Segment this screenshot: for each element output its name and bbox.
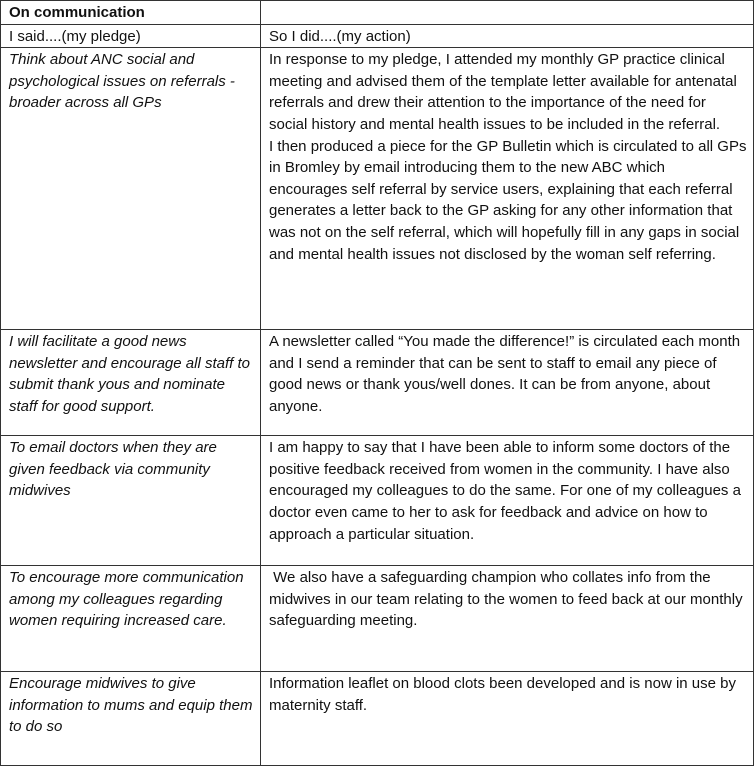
pledge-cell: Encourage midwives to give information to mums and equip them to do so — [1, 672, 261, 766]
table-row — [1, 330, 754, 436]
pledge-cell: Think about ANC social and psychological issues on referrals - broader across all GPs — [1, 48, 261, 330]
pledge-cell: I will facilitate a good news newsletter and encourage all staff to submit thank yous and nominate staff for good support. — [1, 330, 261, 436]
action-paragraph: We also have a safeguarding champion who collates info from the midwives in our team relating to the women to feed back at our monthly safeguarding meeting. — [269, 569, 747, 630]
table-row — [1, 436, 754, 566]
action-paragraph: Information leaflet on blood clots been developed and is now in use by maternity staff. — [269, 675, 736, 714]
action-cell — [261, 566, 754, 672]
action-cell — [261, 672, 754, 766]
pledge-cell: To encourage more communication among my colleagues regarding women requiring increased care. — [1, 566, 261, 672]
table-row — [1, 48, 754, 330]
column-header-said: I said....(my pledge) — [1, 24, 261, 48]
column-header-row — [1, 24, 754, 48]
pledge-cell: To email doctors when they are given feedback via community midwives — [1, 436, 261, 566]
action-paragraph: In response to my pledge, I attended my monthly GP practice clinical meeting and advised them of the template letter available for antenatal referrals and drew their attention to the importance of the need for social history and mental health issues to be included in the referral. — [269, 51, 737, 133]
action-paragraph: A newsletter called “You made the difference!” is circulated each month and I send a reminder that can be sent to staff to email any piece of good news or thank yous/well dones. It can be from anyone, about anyone. — [269, 333, 741, 415]
column-header-did: So I did....(my action) — [261, 24, 754, 48]
section-title-row — [1, 1, 754, 25]
table-row — [1, 566, 754, 672]
action-cell — [261, 330, 754, 436]
section-title-empty-cell — [261, 1, 754, 25]
section-title: On communication — [1, 1, 261, 25]
table-row — [1, 672, 754, 766]
action-paragraph: I then produced a piece for the GP Bulletin which is circulated to all GPs in Bromley by email introducing them to the new ABC which encourages self referral by service users, explaining that each referral generates a letter back to the GP asking for any other information that was not on the self referral, which will hopefully fill in any gaps in social and mental health issues not disclosed by the woman self referring. — [269, 137, 747, 263]
action-cell — [261, 48, 754, 330]
action-paragraph: I am happy to say that I have been able to inform some doctors of the positive feedback received from women in the community. I have also encouraged my colleagues to do the same. For one of my colleagues a doctor even came to her to ask for feedback and advice on how to approach a particular situation. — [269, 439, 741, 543]
action-cell — [261, 436, 754, 566]
